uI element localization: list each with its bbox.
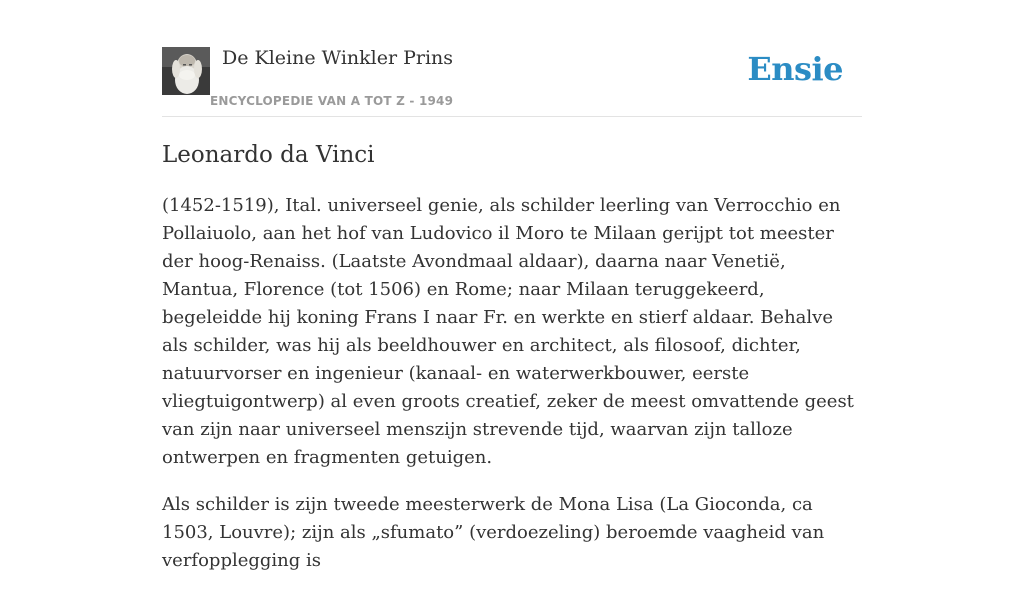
article-paragraph: Als schilder is zijn tweede meesterwerk de Mona Lisa (La Gioconda, ca 1503, Louvre); zijn als „sfumato” (verdoezeling) beroemde vaagheid van verfopplegging is: [162, 494, 825, 571]
content-column: [162, 0, 862, 571]
ensie-logo[interactable]: Ensie: [747, 50, 843, 88]
source-header: [162, 0, 862, 117]
article-paragraph: (1452-1519), Ital. universeel genie, als schilder leerling van Verrocchio en Pollaiuolo, aan het hof van Ludovico il Moro te Milaan gerijpt tot meester der hoog-Renaiss. (Laatste Avondmaal aldaar), daarna naar Venetië, Mantua, Florence (tot 1506) en Rome; naar Milaan teruggekeerd, begeleidde hij koning Frans I naar Fr. en werkte en stierf aldaar. Behalve als schilder, was hij als beeldhouwer en architect, als filosoof, dichter, natuurvorser en ingenieur (kanaal- en waterwerkbouwer, eerste vliegtuigontwerp) al even groots creatief, zeker de meest omvattende geest van zijn naar universeel menszijn strevende tijd, waarvan zijn talloze ontwerpen en fragmenten getuigen.: [162, 195, 854, 468]
article-body: [162, 192, 862, 594]
portrait-icon: [162, 47, 210, 95]
article-title: Leonardo da Vinci: [162, 142, 375, 168]
source-subtitle: ENCYCLOPEDIE VAN A TOT Z - 1949: [210, 94, 454, 108]
source-title[interactable]: De Kleine Winkler Prins: [222, 47, 454, 69]
source-avatar[interactable]: [162, 47, 210, 95]
